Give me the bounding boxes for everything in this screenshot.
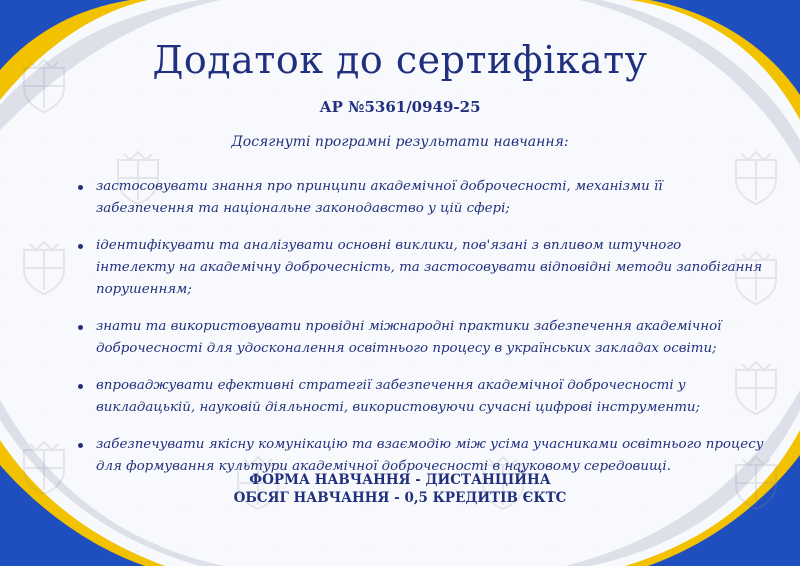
list-item [74,375,764,419]
outcomes-list [74,176,764,493]
study-volume: ОБСЯГ НАВЧАННЯ - 0,5 КРЕДИТІВ ЄКТС [233,490,567,506]
bullet-icon [78,384,83,389]
study-form: ФОРМА НАВЧАННЯ - ДИСТАНЦІЙНА [249,472,551,488]
list-item [74,176,764,220]
outcome-text: забезпечувати якісну комунікацію та взаємодію між усіма учасниками освітнього процесу для формування культури академічної доброчесності в науковому середовищі. [96,437,764,474]
outcome-text: ідентифікувати та аналізувати основні виклики, пов'язані з впливом штучного інтелекту на академічну доброчесність, та застосовувати відповідні методи запобігання порушенням; [96,238,763,297]
outcomes-heading: Досягнуті програмні результати навчання: [231,134,569,150]
page-title: Додаток до сертифікату [152,38,648,82]
list-item [74,235,764,301]
outcome-text: застосовувати знання про принципи академічної доброчесності, механізми її забезпечення та національне законодавство у цій сфері; [96,179,663,216]
list-item [74,316,764,360]
bullet-icon [78,185,83,190]
certificate-number: АР №5361/0949-25 [319,98,481,116]
outcome-text: знати та використовувати провідні міжнародні практики забезпечення академічної доброчесності для удосконалення освітнього процесу в українських закладах освіти; [96,319,722,356]
bullet-icon [78,443,83,448]
bullet-icon [78,325,83,330]
outcome-text: впроваджувати ефективні стратегії забезпечення академічної доброчесності у викладацькій, науковій діяльності, використовуючи сучасні цифрові інструменти; [96,378,701,415]
bullet-icon [78,244,83,249]
